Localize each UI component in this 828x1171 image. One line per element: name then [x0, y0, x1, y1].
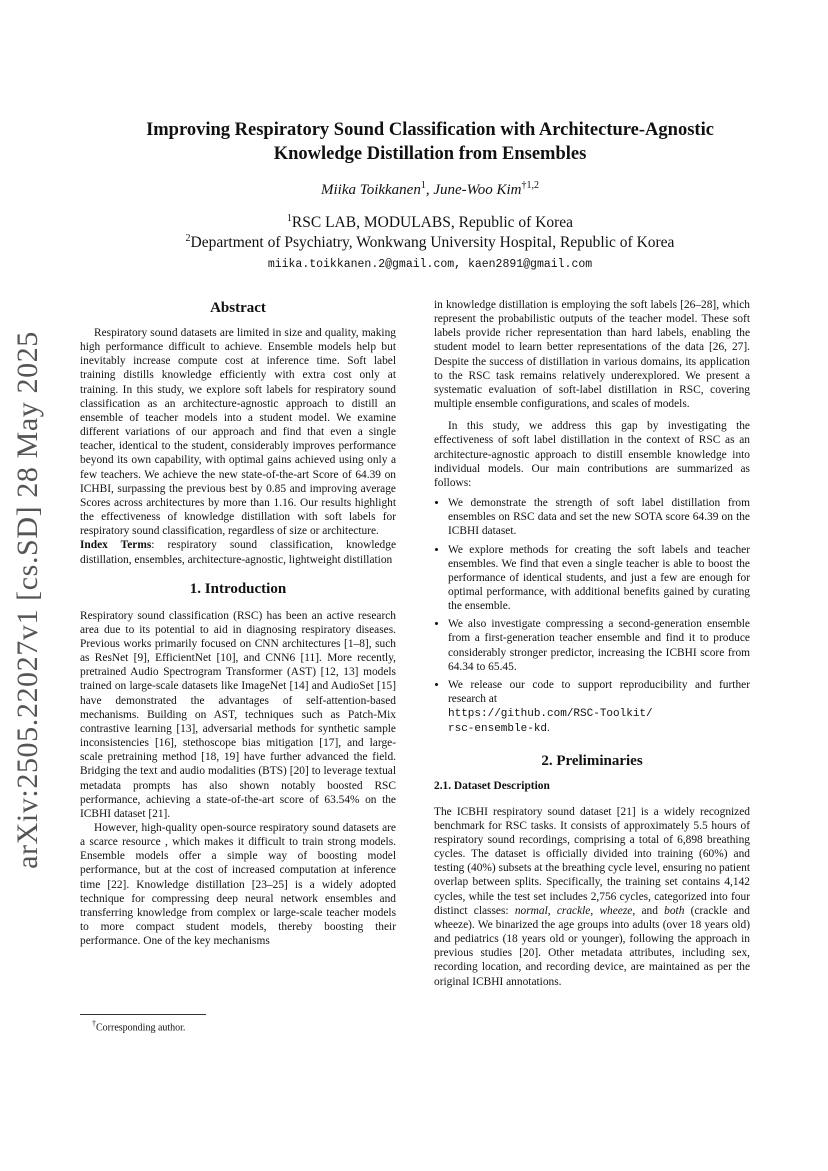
- index-terms: [80, 538, 396, 566]
- right-column: [434, 298, 750, 989]
- arxiv-identifier: arXiv:2505.22027v1 [cs.SD] 28 May 2025: [11, 331, 44, 869]
- introduction-heading: 1. Introduction: [189, 580, 287, 597]
- code-url-line-2[interactable]: rsc-ensemble-kd: [448, 723, 548, 736]
- preliminaries-heading: 2. Preliminaries: [541, 752, 643, 769]
- intro-paragraph-1: Respiratory sound classification (RSC) has been an active research area due to its potential to aid in diagnosing respiratory diseases. Previous works primarily focused on CNN architectures [1–8], such as ResNet [9], EfficientNet [10], and CNN6 [11]. More recently, pretrained Audio Spectrogram Transformer (AST) [12, 13] models trained on large-scale datasets like ImageNet [14] and AudioSet [15] have demonstrated the advantages of self-attention-based mechanisms. Building on AST, techniques such as Patch-Mix contrastive learning [13], adversarial methods for synthetic sample inconsistencies [16], stethoscope bias mitigation [17], and large-scale pretraining method [18, 19] have further advanced the field. Bridging the text and audio modalities (BTS) [20] to leverage textual metadata prompts has also shown notably boosted RSC performance, achieving a state-of-the-art score of 63.54% on the ICBHI dataset [21].: [80, 609, 396, 820]
- class-and: , and: [632, 904, 665, 917]
- paper-title: [80, 118, 780, 166]
- author-1: Miika Toikkanen: [320, 182, 421, 198]
- footnote: [92, 1019, 185, 1033]
- code-url-line-1[interactable]: https://github.com/RSC-Toolkit/: [448, 708, 653, 721]
- class-separator: ,: [547, 904, 557, 917]
- contribution-item: • We explore methods for creating the soft labels and teacher ensembles. We find that even a single teacher is able to boost the performance of identical students, and just a few are enough for optimal performance, with additional benefits gained by curating the ensemble.: [448, 543, 750, 614]
- abstract-heading: Abstract: [210, 300, 266, 316]
- class-crackle: crackle: [556, 904, 591, 917]
- affiliation-1: [60, 213, 800, 232]
- class-wheeze: wheeze: [599, 904, 633, 917]
- class-separator: ,: [590, 904, 600, 917]
- title-line-1: Improving Respiratory Sound Classification with Architecture-Agnostic: [146, 120, 714, 140]
- author-2-affil: †1,2: [521, 180, 540, 191]
- contribution-item: • We also investigate compressing a second-generation ensemble from a first-generation teacher ensemble and find it to produce considerably stronger predictor, increasing the ICBHI score from 64.34 to 65.45.: [448, 617, 750, 674]
- dataset-text-b: (crackle and wheeze). We binarized the age groups into adults (over 18 years old) and pediatrics (18 years old or younger), following the approach in previous studies [20]. Other metadata attributes, including sex, recording location, and recording device, are maintained as per the original ICBHI annotations.: [434, 904, 751, 988]
- author-2: June-Woo Kim: [433, 182, 522, 198]
- affiliation-2-text: Department of Psychiatry, Wonkwang University Hospital, Republic of Korea: [190, 234, 675, 252]
- index-terms-text: : respiratory sound classification, knowledge distillation, ensembles, architecture-agnostic, lightweight distillation: [80, 539, 396, 566]
- contribution-item: • We demonstrate the strength of soft label distillation from ensembles on RSC data and set the new SOTA score 64.39 on the ICBHI dataset.: [448, 496, 750, 538]
- author-emails: miika.toikkanen.2@gmail.com, kaen2891@gmail.com: [267, 258, 593, 271]
- footnote-rule: [80, 1014, 206, 1015]
- affiliation-2: [60, 233, 800, 252]
- arxiv-side-stamp: [8, 331, 48, 869]
- title-line-2: Knowledge Distillation from Ensembles: [273, 144, 587, 164]
- contributions-list: [434, 496, 750, 737]
- dataset-text-a: The ICBHI respiratory sound dataset [21] is a widely recognized benchmark for RSC tasks. It consists of approximately 5.5 hours of respiratory sound recordings, comprising a total of 6,898 breathing cycles. The dataset is officially divided into training (60%) and testing (40%) subsets at the breathing cycle level, ensuring no patient overlap between splits. Specifically, the training set contains 4,142 cycles, while the test set includes 2,756 cycles, categorized into four distinct classes:: [434, 805, 751, 917]
- abstract-text: Respiratory sound datasets are limited in size and quality, making high performance difficult to achieve. Ensemble models help but inevitably increase compute cost at inference time. Soft label training distills knowledge efficiently with extra cost only at training. In this study, we explore soft labels for respiratory sound classification as an architecture-agnostic approach to distill an ensemble of teacher models into a student model. We examine different variations of our approach and find that even a single teacher, identical to the student, considerably improves performance beyond its own capability, with optimal gains achieved using only a few teachers. We achieve the new state-of-the-art Score of 64.39 on ICHBI, surpassing the previous best by 0.85 and improving average Scores across architectures by more than 1.16. Our results highlight the effectiveness of knowledge distillation with soft labels for respiratory sound classification, regardless of size or architecture.: [80, 327, 396, 538]
- contribution-item: [448, 678, 750, 737]
- footnote-text: Corresponding author.: [96, 1022, 186, 1034]
- dataset-paragraph: [434, 805, 750, 989]
- affiliation-1-mark: 1: [286, 213, 292, 224]
- author-separator: ,: [425, 182, 434, 198]
- dataset-subheading: 2.1. Dataset Description: [434, 779, 550, 792]
- intro-paragraph-2: However, high-quality open-source respiratory sound datasets are a scarce resource , which makes it difficult to train strong models. Ensemble models offer a simple way of boosting model performance, but at the cost of increased computation at inference time [22]. Knowledge distillation [23–25] is a widely adopted technique for compressing deep neural network ensembles and transferring knowledge from complex or large-scale teacher models to more compact student models, thereby boosting their performance. One of the key mechanisms: [80, 822, 396, 948]
- affiliation-2-mark: 2: [185, 233, 191, 244]
- author-1-affil: 1: [420, 180, 426, 191]
- code-release-text: We release our code to support reproducibility and further research at: [448, 678, 750, 706]
- footnote-mark: †: [92, 1019, 96, 1028]
- left-column: [80, 298, 396, 948]
- intro-paragraph-2-continued: in knowledge distillation is employing the soft labels [26–28], which represent the probabilistic outputs of the teacher model. These soft labels provide richer representation than hard labels, enabling the student model to learn better representations of the data [26, 27]. Despite the success of distillation in various domains, its application to the RSC task remains relatively underexplored. We present a systematic evaluation of soft-label distillation in RSC, covering multiple ensemble configurations, and scales of models.: [434, 299, 750, 411]
- author-line: [80, 180, 780, 199]
- intro-paragraph-3: In this study, we address this gap by investigating the effectiveness of soft label distillation in the context of RSC as an architecture-agnostic approach to distill ensemble knowledge into individual models. Our main contributions are summarized as follows:: [434, 420, 750, 489]
- index-terms-label: Index Terms: [80, 539, 152, 552]
- affiliation-1-text: RSC LAB, MODULABS, Republic of Korea: [291, 214, 574, 232]
- code-url-period: .: [547, 722, 550, 735]
- class-both: both: [664, 904, 685, 917]
- class-normal: normal: [514, 904, 548, 917]
